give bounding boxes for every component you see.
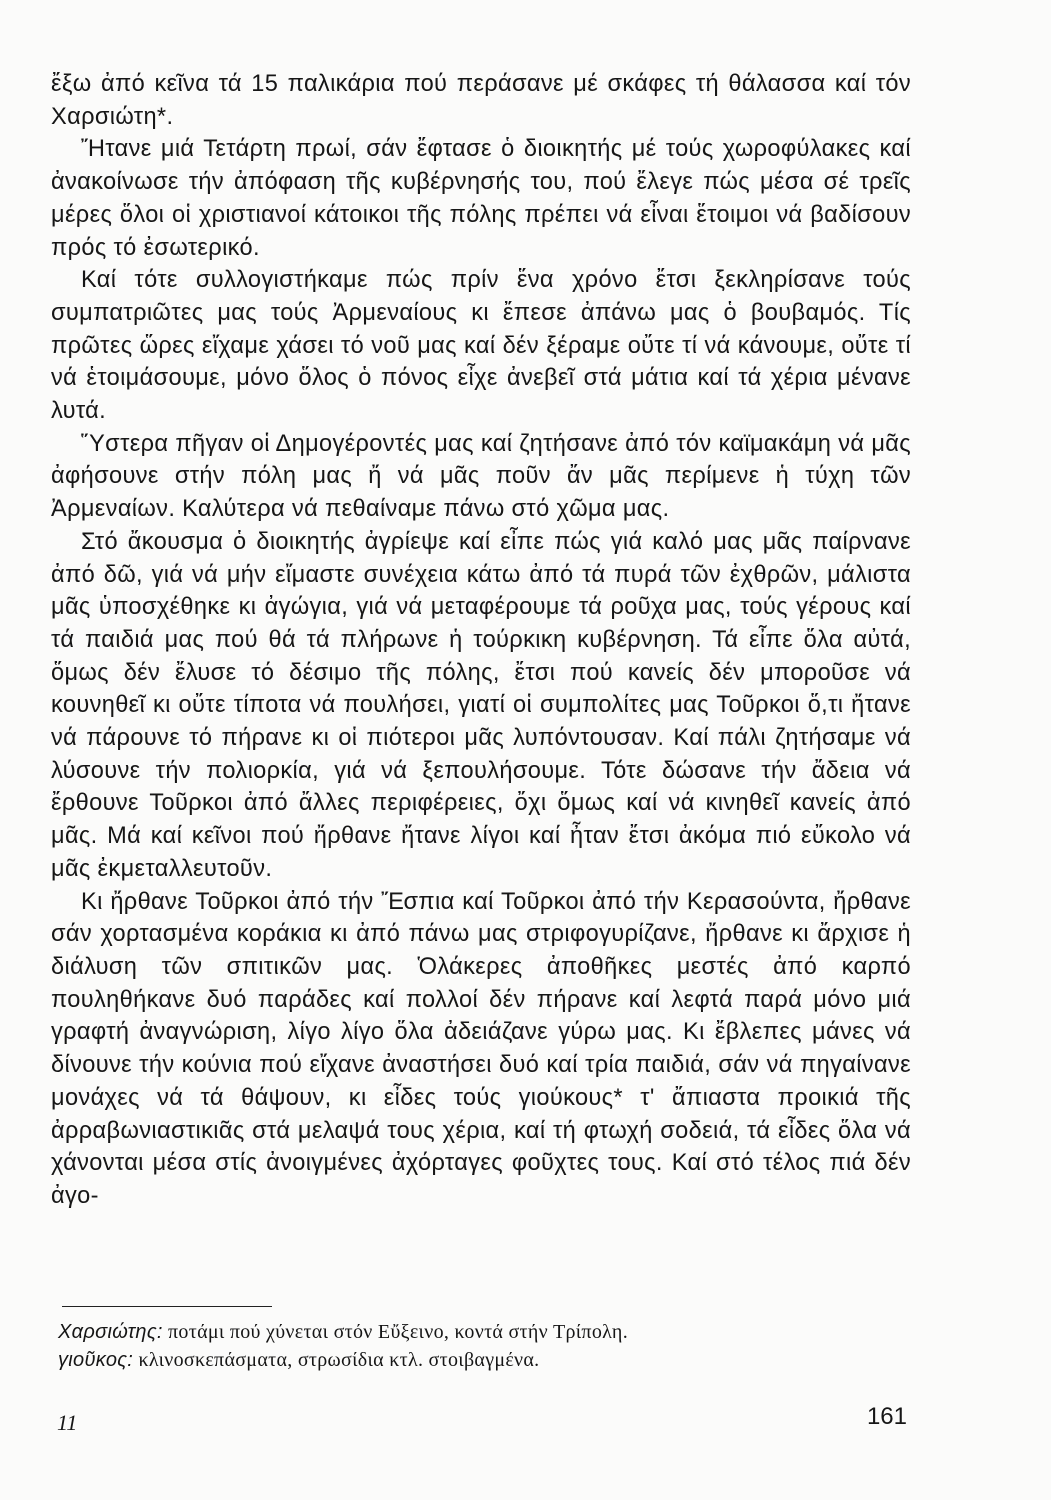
footnote-1: [58, 1318, 938, 1346]
main-text: [51, 68, 911, 1213]
paragraph-2: Ἤτανε μιά Τετάρτη πρωί, σάν ἔφτασε ὁ διοικητής μέ τούς χωροφύλακες καί ἀνακοίνωσε τήν ἀπόφαση τῆς κυβέρνησής του, πού ἔλεγε πώς μέσα σέ τρεῖς μέρες ὅλοι οἱ χριστιανοί κάτοικοι τῆς πόλης πρέπει νά εἶναι ἕτοιμοι νά βαδίσουν πρός τό ἐσωτερικό.: [51, 136, 911, 261]
page-number: 161: [866, 1403, 907, 1430]
paragraph-1: ἔξω ἀπό κεῖνα τά 15 παλικάρια πού περάσανε μέ σκάφες τή θάλασσα καί τόν Χαρσιώτη*.: [51, 71, 911, 130]
paragraph-5: Στό ἄκουσμα ὁ διοικητής ἀγρίεψε καί εἶπε πώς γιά καλό μας μᾶς παίρνανε ἀπό δῶ, γιά νά μήν εἴμαστε συνέχεια κάτω ἀπό τά πυρά τῶν ἐχθρῶν, μάλιστα μᾶς ὑποσχέθηκε κι ἀγώγια, γιά νά μεταφέρουμε τά ροῦχα μας, τούς γέρους καί τά παιδιά μας πού θά τά πλήρωνε ἡ τούρκικη κυβέρνηση. Τά εἶπε ὅλα αὐτά, ὅμως δέν ἔλυσε τό δέσιμο τῆς πόλης, ἔτσι πού κανείς δέν μποροῦσε νά κουνηθεῖ κι οὔτε τίποτα νά πουλήσει, γιατί οἱ συμπολίτες μας Τοῦρκοι ὅ,τι ἤτανε νά πάρουνε τό πήρανε κι οἱ πιότεροι μᾶς λυπόντουσαν. Καί πάλι ζητήσαμε νά λύσουνε τήν πολιορκία, γιά νά ξεπουλήσουμε. Τότε δώσανε τήν ἄδεια νά ἔρθουνε Τοῦρκοι ἀπό ἄλλες περιφέρειες, ὄχι ὅμως καί νά κινηθεῖ κανείς ἀπό μᾶς. Μά καί κεῖνοι πού ἤρθανε ἤτανε λίγοι καί ἦταν ἔτσι ἀκόμα πιό εὔκολο νά μᾶς ἐκμεταλλευτοῦν.: [51, 528, 911, 882]
paragraph-3: Καί τότε συλλογιστήκαμε πώς πρίν ἕνα χρόνο ἔτσι ξεκληρίσανε τούς συμπατριῶτες μας τούς Ἀρμεναίους κι ἔπεσε ἀπάνω μας ὁ βουβαμός. Τίς πρῶτες ὥρες εἴχαμε χάσει τό νοῦ μας καί δέν ξέραμε οὔτε τί νά κάνουμε, οὔτε τί νά ἑτοιμάσουμε, μόνο ὅλος ὁ πόνος εἶχε ἀνεβεῖ στά μάτια καί τά χέρια μένανε λυτά.: [51, 267, 911, 425]
footnote-definition: ποτάμι πού χύνεται στόν Εὔξεινο, κοντά στήν Τρίπολη.: [168, 1321, 628, 1343]
footnote-divider: [62, 1306, 272, 1307]
footnote-term: γιοῦκος:: [58, 1349, 134, 1371]
paragraph-4: Ὕστερα πῆγαν οἱ Δημογέροντές μας καί ζητήσανε ἀπό τόν καϊμακάμη νά μᾶς ἀφήσουνε στήν πόλη μας ἤ νά μᾶς ποῦν ἄν μᾶς περίμενε ἡ τύχη τῶν Ἀρμεναίων. Καλύτερα νά πεθαίναμε πάνω στό χῶμα μας.: [51, 430, 911, 523]
footnotes: [58, 1318, 938, 1374]
signature-mark: 11: [57, 1410, 78, 1435]
footnote-2: [58, 1346, 938, 1374]
footnote-term: Χαρσιώτης:: [58, 1321, 163, 1343]
paragraph-6: Κι ἤρθανε Τοῦρκοι ἀπό τήν Ἔσπια καί Τοῦρκοι ἀπό τήν Κερασούντα, ἤρθανε σάν χορτασμένα κοράκια κι ἀπό πάνω μας στριφογυρίζανε, ἤρθανε κι ἄρχισε ἡ διάλυση τῶν σπιτικῶν μας. Ὁλάκερες ἀποθῆκες μεστές ἀπό καρπό πουληθήκανε δυό παράδες καί πολλοί δέν πήρανε καί λεφτά παρά μόνο μιά γραφτή ἀναγνώριση, λίγο λίγο ὅλα ἀδειάζανε γύρω μας. Κι ἔβλεπες μάνες νά δίνουνε τήν κούνια πού εἴχανε ἀναστήσει δυό καί τρία παιδιά, σάν νά πηγαίνανε μονάχες νά τά θάψουν, κι εἶδες τούς γιούκους* τ' ἄπιαστα προικιά τῆς ἀρραβωνιαστικιᾶς στά μελαψά τους χέρια, καί τή φτωχή σοδειά, τά εἶδες ὅλα νά χάνονται μέσα στίς ἀνοιγμένες ἀχόρταγες φοῦχτες τους. Καί στό τέλος πιά δέν ἀγο-: [51, 888, 911, 1209]
footnote-definition: κλινοσκεπάσματα, στρωσίδια κτλ. στοιβαγμένα.: [138, 1349, 540, 1371]
